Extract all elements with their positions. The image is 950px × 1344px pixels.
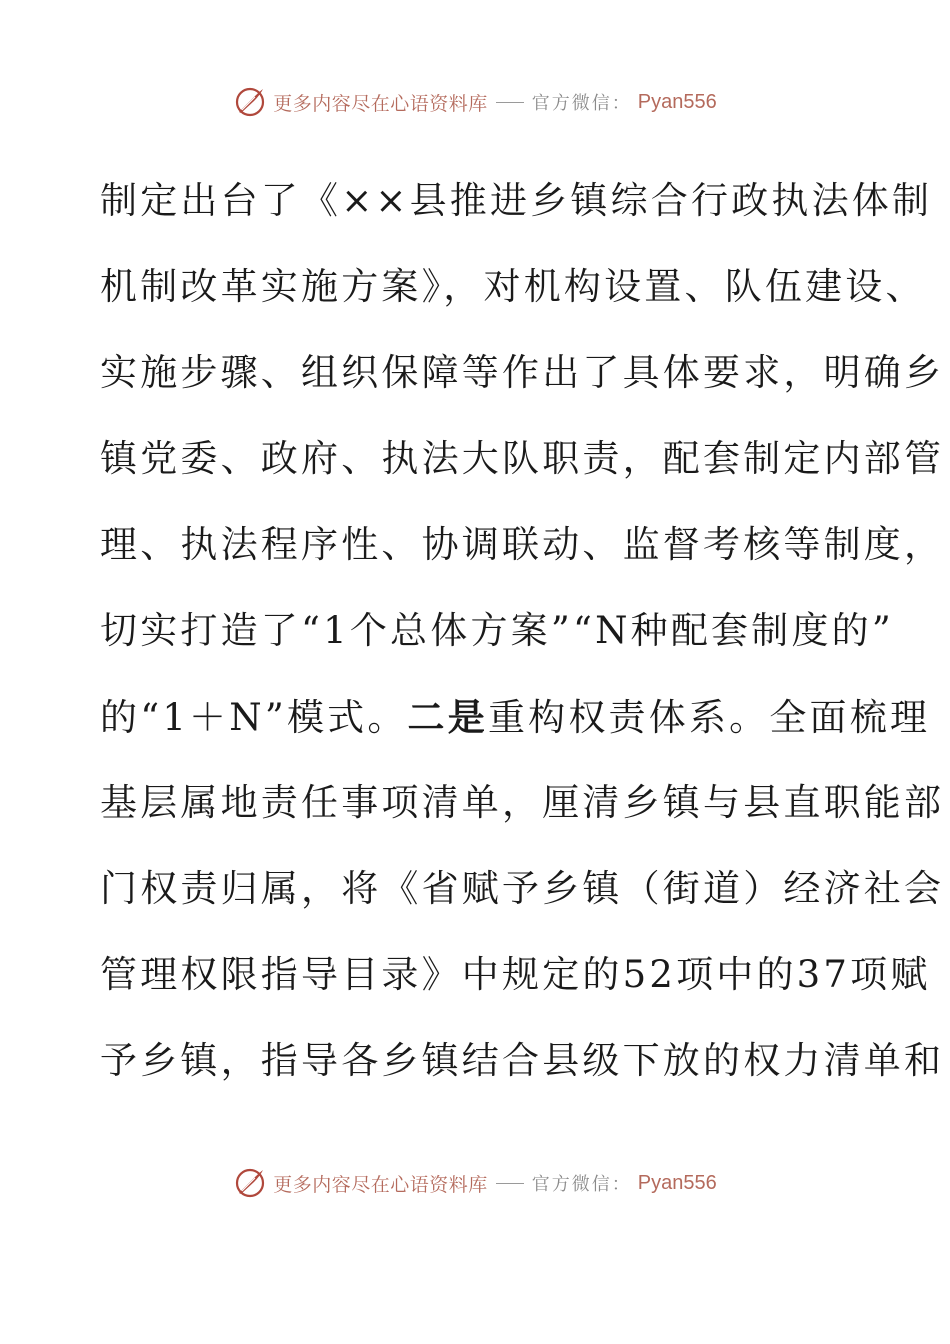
header-brand-text: 更多内容尽在心语资料库 [273, 92, 488, 115]
body-line: 理、执法程序性、协调联动、监督考核等制度， [100, 523, 945, 566]
body-text: 的“1＋N”模式。 [100, 696, 408, 739]
body-line: 门权责归属，将《省赋予乡镇（街道）经济社会 [100, 867, 945, 910]
body-line: 管理权限指导目录》中规定的52项中的37项赋 [100, 953, 931, 996]
body-line: 镇党委、政府、执法大队职责，配套制定内部管 [100, 437, 945, 480]
body-line: 切实打造了“1个总体方案”“N种配套制度的” [100, 609, 894, 652]
header-watermark [0, 82, 950, 122]
header-dash [496, 102, 524, 103]
body-line-mixed [100, 674, 931, 760]
header-contact-label: 官方微信： [531, 93, 632, 114]
footer-brand-text: 更多内容尽在心语资料库 [273, 1173, 488, 1196]
body-line: 制定出台了《××县推进乡镇综合行政执法体制 [100, 179, 933, 222]
body-line: 予乡镇，指导各乡镇结合县级下放的权力清单和 [100, 1039, 945, 1082]
footer-contact-label: 官方微信： [531, 1174, 632, 1195]
body-line: 机制改革实施方案》，对机构设置、队伍建设、 [100, 265, 926, 308]
quill-logo-icon [233, 85, 267, 119]
quill-logo-icon [233, 1166, 267, 1200]
body-text: 重构权责体系。全面梳理 [487, 696, 931, 739]
footer-contact-value: Pyan556 [637, 1171, 717, 1194]
footer-watermark [0, 1163, 950, 1203]
footer-dash [496, 1183, 524, 1184]
header-contact-value: Pyan556 [637, 90, 717, 113]
body-line: 实施步骤、组织保障等作出了具体要求，明确乡 [100, 351, 945, 394]
bold-heading-marker: 二是 [407, 695, 488, 739]
document-body [100, 158, 945, 1104]
body-line: 基层属地责任事项清单，厘清乡镇与县直职能部 [100, 781, 945, 824]
